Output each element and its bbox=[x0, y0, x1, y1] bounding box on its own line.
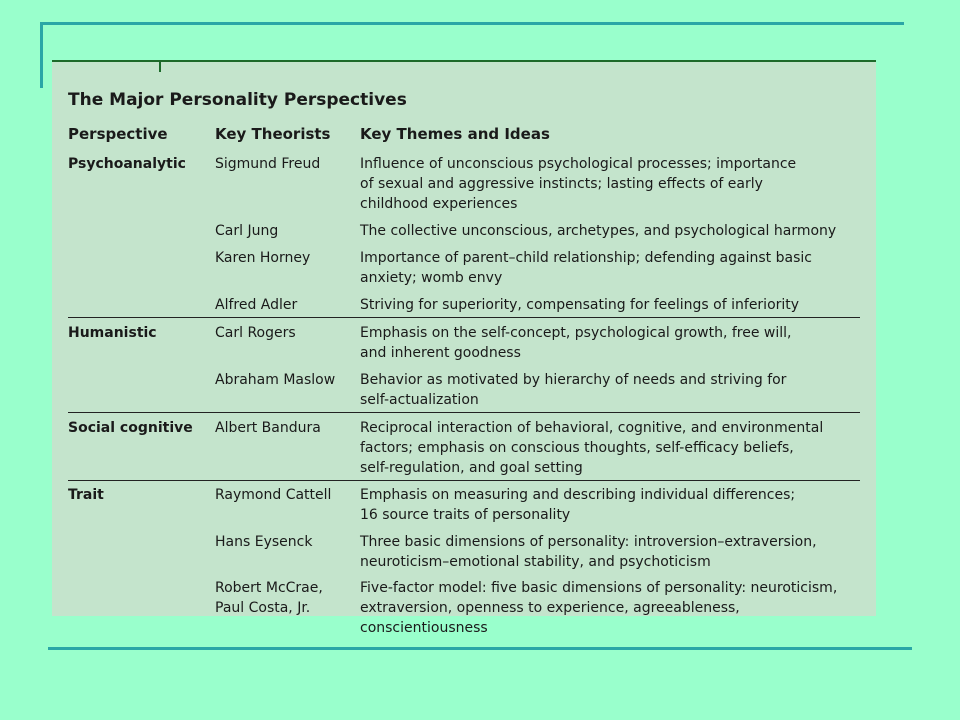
theme-line: Three basic dimensions of personality: introversion–extraversion, bbox=[360, 534, 817, 550]
theme-line: Influence of unconscious psychological processes; importance bbox=[360, 156, 797, 172]
header-perspective: Perspective bbox=[68, 125, 168, 143]
themes-mccrae-costa bbox=[360, 578, 860, 638]
theorist-eysenck: Hans Eysenck bbox=[215, 534, 313, 550]
theme-line: Five-factor model: five basic dimensions of personality: neuroticism, bbox=[360, 580, 838, 596]
theme-line: childhood experiences bbox=[360, 196, 518, 212]
theme-line: Importance of parent–child relationship; defending against basic bbox=[360, 250, 812, 266]
theorist-adler: Alfred Adler bbox=[215, 297, 298, 313]
themes-jung bbox=[360, 221, 860, 241]
themes-horney bbox=[360, 248, 860, 288]
panel-top-rule bbox=[52, 60, 876, 62]
theme-line: neuroticism–emotional stability, and psychoticism bbox=[360, 554, 711, 570]
table-title: The Major Personality Perspectives bbox=[68, 90, 407, 110]
bottom-decor-line bbox=[48, 647, 912, 650]
theme-line: The collective unconscious, archetypes, and psychological harmony bbox=[360, 223, 837, 239]
theme-line: self-actualization bbox=[360, 392, 479, 408]
top-decor-line bbox=[40, 22, 904, 25]
theme-line: Reciprocal interaction of behavioral, cognitive, and environmental bbox=[360, 420, 824, 436]
theme-line: self-regulation, and goal setting bbox=[360, 460, 583, 476]
header-key-theorists: Key Theorists bbox=[215, 125, 331, 143]
theme-line: and inherent goodness bbox=[360, 345, 521, 361]
themes-cattell bbox=[360, 485, 860, 525]
theorist-rogers: Carl Rogers bbox=[215, 325, 296, 341]
section-divider bbox=[68, 480, 860, 481]
theme-line: Emphasis on the self-concept, psychological growth, free will, bbox=[360, 325, 792, 341]
theme-line: anxiety; womb envy bbox=[360, 270, 503, 286]
theme-line: Emphasis on measuring and describing individual differences; bbox=[360, 487, 796, 503]
theorist-cattell: Raymond Cattell bbox=[215, 487, 332, 503]
theorist-freud: Sigmund Freud bbox=[215, 156, 321, 172]
theme-line: of sexual and aggressive instincts; lasting effects of early bbox=[360, 176, 763, 192]
section-divider bbox=[68, 317, 860, 318]
theorist-maslow: Abraham Maslow bbox=[215, 372, 336, 388]
theme-line: extraversion, openness to experience, agreeableness, conscientiousness bbox=[360, 600, 740, 636]
perspective-psychoanalytic: Psychoanalytic bbox=[68, 156, 186, 172]
themes-eysenck bbox=[360, 532, 860, 572]
themes-maslow bbox=[360, 370, 860, 410]
themes-adler bbox=[360, 295, 860, 315]
left-decor-line bbox=[40, 22, 43, 88]
perspective-trait: Trait bbox=[68, 487, 104, 503]
themes-freud bbox=[360, 154, 860, 214]
section-divider bbox=[68, 412, 860, 413]
theorist-horney: Karen Horney bbox=[215, 250, 311, 266]
theme-line: Behavior as motivated by hierarchy of needs and striving for bbox=[360, 372, 787, 388]
theorist-bandura: Albert Bandura bbox=[215, 420, 321, 436]
perspective-humanistic: Humanistic bbox=[68, 325, 157, 341]
themes-bandura bbox=[360, 418, 860, 478]
theorist-jung: Carl Jung bbox=[215, 223, 279, 239]
themes-rogers bbox=[360, 323, 860, 363]
table-panel bbox=[52, 60, 876, 636]
header-tick bbox=[159, 60, 161, 72]
theorist-mccrae-costa: Robert McCrae, Paul Costa, Jr. bbox=[215, 580, 323, 616]
theme-line: 16 source traits of personality bbox=[360, 507, 571, 523]
header-key-themes: Key Themes and Ideas bbox=[360, 125, 550, 143]
theme-line: Striving for superiority, compensating for feelings of inferiority bbox=[360, 297, 800, 313]
theme-line: factors; emphasis on conscious thoughts, self-efficacy beliefs, bbox=[360, 440, 794, 456]
perspective-social-cognitive: Social cognitive bbox=[68, 420, 193, 436]
